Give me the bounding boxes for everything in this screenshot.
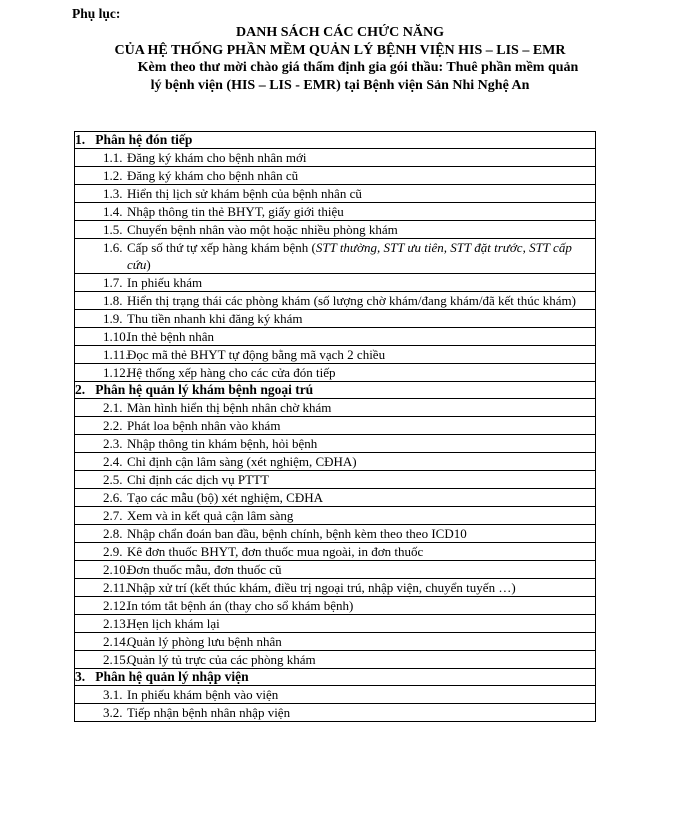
item-text <box>127 525 595 542</box>
item-text <box>127 633 595 650</box>
table-row <box>75 221 596 239</box>
item-text-main: Hiển thị trạng thái các phòng khám (số lượng chờ khám/đang khám/đã kết thúc khám) <box>127 293 576 308</box>
table-row <box>75 149 596 167</box>
item-number: 1.11. <box>103 347 129 362</box>
table-row <box>75 453 596 471</box>
table-row <box>75 167 596 185</box>
item-number: 2.1. <box>103 400 123 415</box>
function-item <box>75 686 596 704</box>
function-item <box>75 435 596 453</box>
function-item <box>75 471 596 489</box>
item-number: 1.1. <box>103 150 123 165</box>
item-text <box>127 543 595 560</box>
table-row <box>75 579 596 597</box>
item-text-main: Đăng ký khám cho bệnh nhân cũ <box>127 168 299 183</box>
item-number: 2.10. <box>103 562 129 577</box>
item-text-main: Nhập thông tin thẻ BHYT, giấy giới thiệu <box>127 204 344 219</box>
item-number: 3.2. <box>103 705 123 720</box>
item-text <box>127 615 595 632</box>
item-text-main: Chuyển bệnh nhân vào một hoặc nhiều phòng khám <box>127 222 398 237</box>
item-number: 2.15. <box>103 652 129 667</box>
function-item <box>75 633 596 651</box>
item-text-main: Chỉ định cận lâm sàng (xét nghiệm, CĐHA) <box>127 454 357 469</box>
function-item <box>75 328 596 346</box>
item-text <box>127 435 595 452</box>
function-item <box>75 149 596 167</box>
section-row <box>75 669 596 686</box>
item-text-main: Đăng ký khám cho bệnh nhân mới <box>127 150 307 165</box>
function-item <box>75 167 596 185</box>
appendix-label: Phụ lục: <box>72 6 121 21</box>
item-text-main: Quản lý phòng lưu bệnh nhân <box>127 634 282 649</box>
function-item <box>75 453 596 471</box>
item-text <box>127 167 595 184</box>
function-item <box>75 274 596 292</box>
item-text-main: Phát loa bệnh nhân vào khám <box>127 418 281 433</box>
table-row <box>75 346 596 364</box>
function-item <box>75 292 596 310</box>
item-number: 2.2. <box>103 418 123 433</box>
table-row <box>75 686 596 704</box>
table-row <box>75 597 596 615</box>
function-item <box>75 525 596 543</box>
function-item <box>75 704 596 722</box>
table-row <box>75 203 596 221</box>
item-text <box>127 561 595 578</box>
item-text-main: Đọc mã thẻ BHYT tự động bằng mã vạch 2 chiều <box>127 347 386 362</box>
item-text-italic: STT thường, STT ưu tiên, STT đặt trước, STT cấp cứu <box>127 240 572 272</box>
item-number: 2.9. <box>103 544 123 559</box>
item-number: 1.7. <box>103 275 123 290</box>
item-text <box>127 239 595 273</box>
function-item <box>75 239 596 274</box>
function-item <box>75 203 596 221</box>
title-line-2: CỦA HỆ THỐNG PHẦN MỀM QUẢN LÝ BỆNH VIỆN HIS – LIS – EMR <box>114 42 566 58</box>
item-text-main: Quản lý tủ trực của các phòng khám <box>127 652 316 667</box>
table-row <box>75 417 596 435</box>
item-text <box>127 346 595 363</box>
table-row <box>75 561 596 579</box>
function-item <box>75 364 596 382</box>
item-text <box>127 579 595 596</box>
item-text-main: Tạo các mẫu (bộ) xét nghiệm, CĐHA <box>127 490 324 505</box>
item-number: 1.3. <box>103 186 123 201</box>
item-text-main: Tiếp nhận bệnh nhân nhập viện <box>127 705 291 720</box>
item-text <box>127 507 595 524</box>
item-number: 2.14. <box>103 634 129 649</box>
table-row <box>75 185 596 203</box>
function-item <box>75 615 596 633</box>
title-line-3: Kèm theo thư mời chào giá thẩm định gia gói thầu: Thuê phần mềm quản <box>137 60 579 75</box>
item-text-main: In thẻ bệnh nhân <box>127 329 215 344</box>
function-item <box>75 346 596 364</box>
function-item <box>75 651 596 669</box>
item-number: 2.13. <box>103 616 129 631</box>
item-number: 2.8. <box>103 526 123 541</box>
table-row <box>75 633 596 651</box>
section-row <box>75 382 596 399</box>
item-text-main: Kê đơn thuốc BHYT, đơn thuốc mua ngoài, in đơn thuốc <box>127 544 424 559</box>
table-row <box>75 507 596 525</box>
item-text-after: ) <box>146 257 151 272</box>
table-row <box>75 543 596 561</box>
item-text <box>127 310 595 327</box>
function-item <box>75 543 596 561</box>
section-heading: 2. Phân hệ quản lý khám bệnh ngoại trú <box>75 382 596 399</box>
table-row <box>75 310 596 328</box>
item-text-main: Đơn thuốc mẫu, đơn thuốc cũ <box>127 562 282 577</box>
item-text <box>127 453 595 470</box>
table-row <box>75 704 596 722</box>
function-item <box>75 597 596 615</box>
table-row <box>75 274 596 292</box>
item-number: 3.1. <box>103 687 123 702</box>
item-text-main: Màn hình hiển thị bệnh nhân chờ khám <box>127 400 332 415</box>
table-row <box>75 328 596 346</box>
document-title <box>0 24 680 94</box>
function-item <box>75 185 596 203</box>
item-text-main: Nhập chẩn đoán ban đầu, bệnh chính, bệnh kèm theo theo ICD10 <box>127 526 467 541</box>
title-line-1: DANH SÁCH CÁC CHỨC NĂNG <box>236 25 444 40</box>
table-row <box>75 471 596 489</box>
item-text <box>127 399 595 416</box>
item-text <box>127 203 595 220</box>
item-number: 2.4. <box>103 454 123 469</box>
function-item <box>75 579 596 597</box>
item-number: 1.8. <box>103 293 123 308</box>
item-text <box>127 221 595 238</box>
function-item <box>75 507 596 525</box>
item-number: 2.5. <box>103 472 123 487</box>
item-number: 2.7. <box>103 508 123 523</box>
item-number: 1.9. <box>103 311 123 326</box>
item-text <box>127 417 595 434</box>
section-heading: 1. Phân hệ đón tiếp <box>75 132 596 149</box>
item-text <box>127 185 595 202</box>
function-item <box>75 310 596 328</box>
item-text <box>127 489 595 506</box>
item-text-main: Hẹn lịch khám lại <box>127 616 220 631</box>
item-text <box>127 651 595 668</box>
item-text-main: Hiển thị lịch sử khám bệnh của bệnh nhân cũ <box>127 186 362 201</box>
item-text-main: Cấp số thứ tự xếp hàng khám bệnh ( <box>127 240 316 255</box>
function-item <box>75 221 596 239</box>
table-row <box>75 364 596 382</box>
item-text <box>127 149 595 166</box>
item-text <box>127 597 595 614</box>
item-text <box>127 292 595 309</box>
table-row <box>75 489 596 507</box>
table-row <box>75 525 596 543</box>
function-list-table <box>74 131 596 722</box>
item-text-main: Xem và in kết quả cận lâm sàng <box>127 508 294 523</box>
item-text-main: Thu tiền nhanh khi đăng ký khám <box>127 311 303 326</box>
item-text <box>127 704 595 721</box>
item-text-main: Chỉ định các dịch vụ PTTT <box>127 472 269 487</box>
item-text-main: In phiếu khám <box>127 275 203 290</box>
item-number: 2.6. <box>103 490 123 505</box>
item-text-main: In tóm tắt bệnh án (thay cho sổ khám bệnh) <box>127 598 354 613</box>
item-text <box>127 364 595 381</box>
item-number: 1.2. <box>103 168 123 183</box>
table-row <box>75 615 596 633</box>
function-item <box>75 561 596 579</box>
item-number: 2.12. <box>103 598 129 613</box>
item-text <box>127 274 595 291</box>
item-text <box>127 686 595 703</box>
function-item <box>75 399 596 417</box>
title-line-4: lý bệnh viện (HIS – LIS - EMR) tại Bệnh viện Sản Nhi Nghệ An <box>150 77 530 93</box>
item-number: 1.4. <box>103 204 123 219</box>
item-text <box>127 328 595 345</box>
table-row <box>75 651 596 669</box>
item-number: 2.11. <box>103 580 129 595</box>
item-number: 1.6. <box>103 240 123 255</box>
item-text-main: Nhập thông tin khám bệnh, hỏi bệnh <box>127 436 318 451</box>
table-row <box>75 292 596 310</box>
item-text-main: Hệ thống xếp hàng cho các cửa đón tiếp <box>127 365 336 380</box>
section-heading: 3. Phân hệ quản lý nhập viện <box>75 669 596 686</box>
function-item <box>75 417 596 435</box>
item-number: 1.12. <box>103 365 129 380</box>
item-number: 1.10. <box>103 329 129 344</box>
section-row <box>75 132 596 149</box>
item-number: 2.3. <box>103 436 123 451</box>
item-text-main: In phiếu khám bệnh vào viện <box>127 687 279 702</box>
item-number: 1.5. <box>103 222 123 237</box>
table-row <box>75 435 596 453</box>
table-row <box>75 239 596 274</box>
item-text <box>127 471 595 488</box>
table-row <box>75 399 596 417</box>
item-text-main: Nhập xử trí (kết thúc khám, điều trị ngoại trú, nhập viện, chuyển tuyến …) <box>127 580 516 595</box>
function-item <box>75 489 596 507</box>
